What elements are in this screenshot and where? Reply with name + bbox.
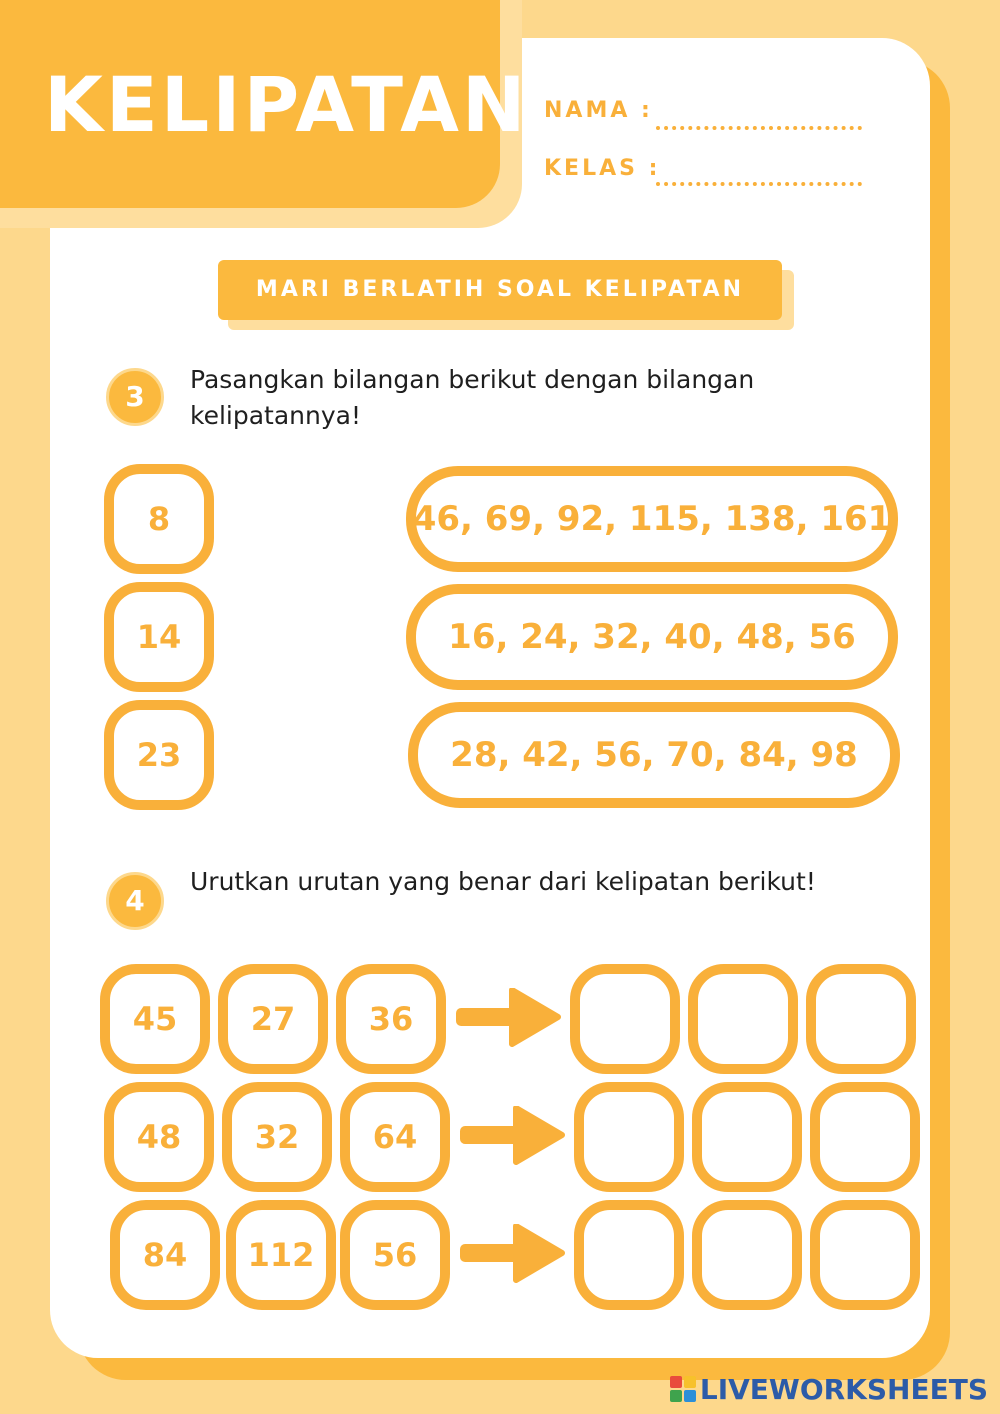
match-multiples-1[interactable]: 46, 69, 92, 115, 138, 161 xyxy=(406,466,898,572)
match-number-8[interactable]: 8 xyxy=(104,464,214,574)
match-multiples-2[interactable]: 16, 24, 32, 40, 48, 56 xyxy=(406,584,898,690)
kelas-input-line[interactable] xyxy=(656,182,862,186)
question-3-text: Pasangkan bilangan berikut dengan bilangan kelipatannya! xyxy=(190,365,755,430)
match-number-14[interactable]: 14 xyxy=(104,582,214,692)
liveworksheets-logo-icon xyxy=(670,1376,696,1402)
match-number-23[interactable]: 23 xyxy=(104,700,214,810)
question-3-number: 3 xyxy=(106,368,164,426)
nama-label: NAMA : xyxy=(544,98,653,123)
answer-box[interactable] xyxy=(574,1082,684,1192)
question-4-text: Urutkan urutan yang benar dari kelipatan berikut! xyxy=(190,867,816,896)
answer-box[interactable] xyxy=(688,964,798,1074)
sequence-number[interactable]: 48 xyxy=(104,1082,214,1192)
right-arrow-icon xyxy=(454,988,564,1048)
sequence-number[interactable]: 56 xyxy=(340,1200,450,1310)
answer-box[interactable] xyxy=(574,1200,684,1310)
answer-box[interactable] xyxy=(810,1082,920,1192)
answer-box[interactable] xyxy=(810,1200,920,1310)
answer-box[interactable] xyxy=(692,1200,802,1310)
question-4-number: 4 xyxy=(106,872,164,930)
answer-box[interactable] xyxy=(692,1082,802,1192)
nama-input-line[interactable] xyxy=(656,126,862,130)
page-title: KELIPATAN xyxy=(44,60,529,149)
sequence-number[interactable]: 64 xyxy=(340,1082,450,1192)
section-banner: MARI BERLATIH SOAL KELIPATAN xyxy=(218,260,782,320)
kelas-label: KELAS : xyxy=(544,156,661,181)
sequence-number[interactable]: 36 xyxy=(336,964,446,1074)
answer-box[interactable] xyxy=(570,964,680,1074)
right-arrow-icon xyxy=(458,1224,568,1284)
right-arrow-icon xyxy=(458,1106,568,1166)
match-multiples-3[interactable]: 28, 42, 56, 70, 84, 98 xyxy=(408,702,900,808)
sequence-number[interactable]: 84 xyxy=(110,1200,220,1310)
brand-name: LIVEWORKSHEETS xyxy=(699,1372,988,1406)
liveworksheets-brand[interactable] xyxy=(670,1372,988,1406)
sequence-number[interactable]: 45 xyxy=(100,964,210,1074)
answer-box[interactable] xyxy=(806,964,916,1074)
sequence-number[interactable]: 27 xyxy=(218,964,328,1074)
sequence-number[interactable]: 32 xyxy=(222,1082,332,1192)
sequence-number[interactable]: 112 xyxy=(226,1200,336,1310)
